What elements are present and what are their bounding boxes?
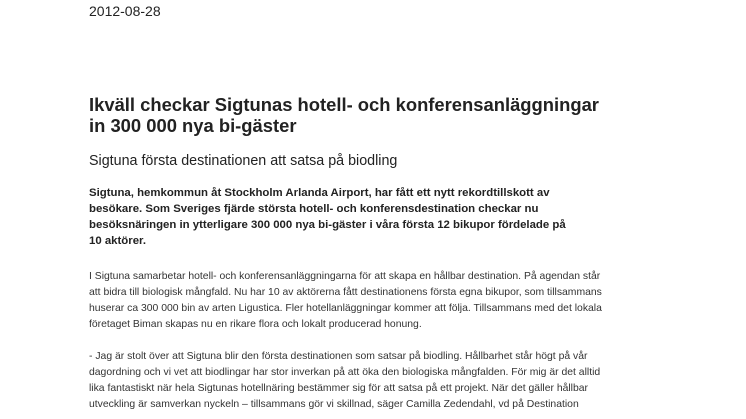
lead-line: 10 aktörer.	[89, 235, 146, 247]
lead-line: Sigtuna, hemkommun åt Stockholm Arlanda Airport, har fått ett nytt rekordtillskott av	[89, 187, 550, 199]
body-line: dagordning och vi vet att biodlingar har stor inverkan på att öka den biologiska mångfalden. För mig är det alltid	[89, 367, 601, 378]
body-line: företaget Biman skapas nu en rikare flora och lokalt producerad honung.	[89, 319, 422, 330]
body-paragraph-2	[89, 349, 689, 413]
body-line: - Jag är stolt över att Sigtuna blir den första destinationen som satsar på biodling. Hållbarhet står högt på vår	[89, 351, 588, 362]
press-release-date: 2012-08-28	[89, 3, 161, 19]
press-release-subtitle: Sigtuna första destinationen att satsa på biodling	[89, 153, 398, 169]
body-line: utveckling är samverkan nyckeln – tillsammans gör vi skillnad, säger Camilla Zedendahl, vd på Destination	[89, 399, 579, 410]
body-line: att bidra till biologisk mångfald. Nu har 10 av aktörerna fått destinationens första egna bikupor, som tillsammans	[89, 287, 602, 298]
body-line: lika fantastiskt när hela Sigtunas hotellnäring bestämmer sig för att satsa på ett projekt. När det gäller hållbar	[89, 383, 589, 394]
body-paragraph-1	[89, 269, 689, 333]
lead-line: besökare. Som Sveriges fjärde största hotell- och konferensdestination checkar nu	[89, 203, 539, 215]
title-line: in 300 000 nya bi-gäster	[89, 115, 297, 136]
title-line: Ikväll checkar Sigtunas hotell- och konferensanläggningar	[89, 94, 599, 115]
lead-paragraph	[89, 185, 689, 249]
body-line: I Sigtuna samarbetar hotell- och konferensanläggningarna för att skapa en hållbar destination. På agendan står	[89, 271, 601, 282]
body-line: huserar ca 300 000 bin av arten Ligustica. Fler hotellanläggningar kommer att följa. Tillsammans med det lokala	[89, 303, 602, 314]
lead-line: besöksnäringen in ytterligare 300 000 nya bi-gäster i våra första 12 bikupor fördelade på	[89, 219, 566, 231]
press-release-title	[89, 94, 689, 136]
